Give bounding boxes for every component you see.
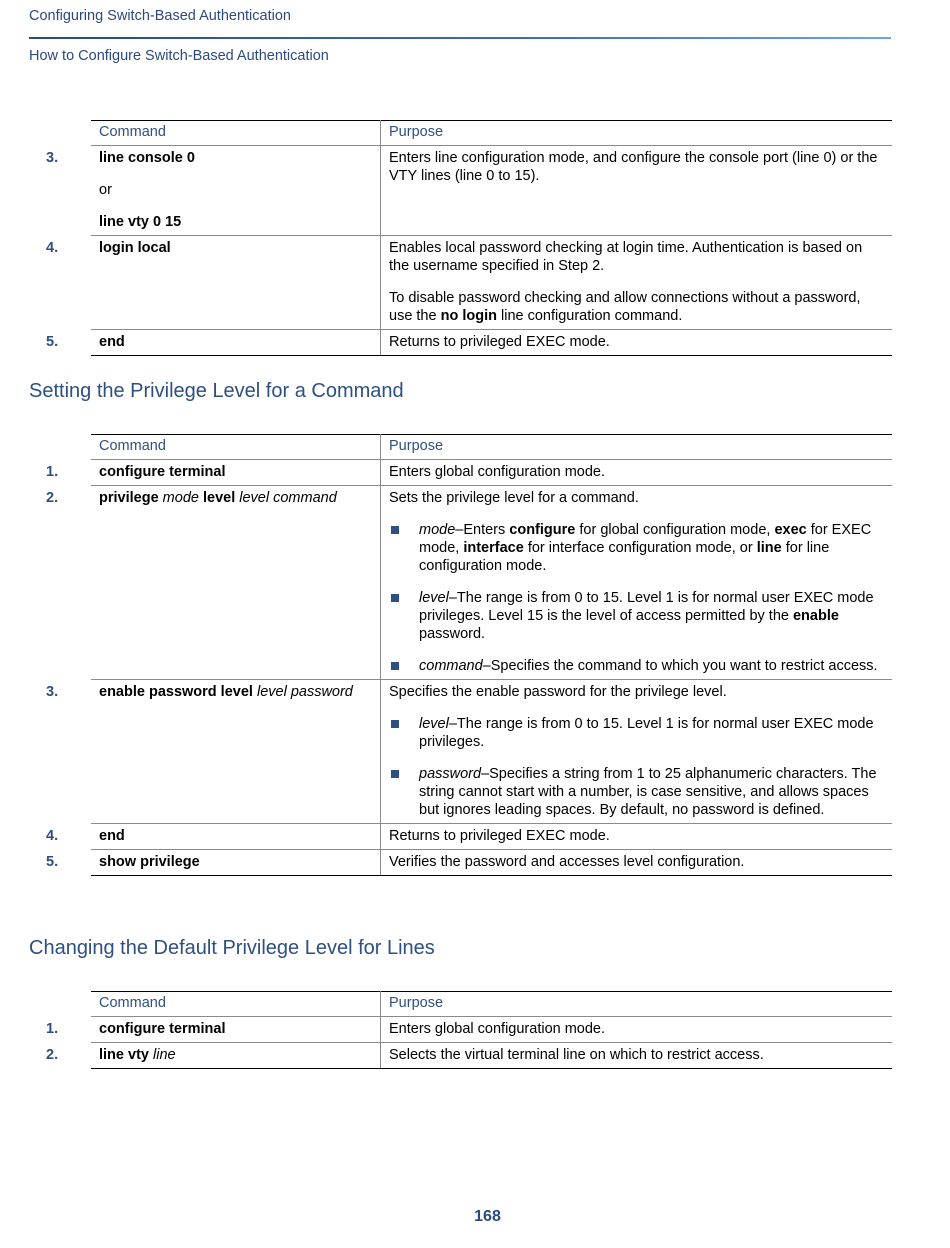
purpose-text-part: line configuration command. (496, 308, 683, 324)
purpose-text: Enters line configuration mode, and configure the console port (line 0) or the VTY lines (line 0 to 15). (389, 150, 878, 184)
purpose-text: Specifies the enable password for the privilege level. (389, 684, 727, 700)
command-table-2 (46, 434, 892, 876)
purpose-cell: Enters global configuration mode. (381, 460, 893, 486)
table-header-row (91, 435, 892, 460)
table-row (91, 236, 892, 330)
purpose-cell (381, 146, 893, 236)
command-cell (46, 486, 381, 680)
step-number: 1. (46, 464, 59, 480)
command-text: configure terminal (99, 464, 226, 480)
table-row (91, 486, 892, 680)
purpose-text: Sets the privilege level for a command. (389, 490, 639, 506)
command-argument: level password (256, 684, 353, 700)
table-row (91, 850, 892, 876)
purpose-text (389, 289, 884, 325)
option-term: level (419, 590, 449, 606)
command-table-1 (46, 120, 892, 356)
option-text: for interface configuration mode, or (523, 540, 757, 556)
running-header-section: How to Configure Switch-Based Authentication (29, 48, 329, 64)
option-text: –Enters (455, 522, 510, 538)
step-number: 2. (46, 490, 59, 506)
option-item (389, 765, 884, 819)
step-number: 2. (46, 1047, 59, 1063)
column-header-purpose: Purpose (381, 435, 893, 460)
command-keyword: line vty (99, 1047, 149, 1063)
step-number: 4. (46, 240, 59, 256)
section-heading: Changing the Default Privilege Level for Lines (29, 937, 435, 959)
purpose-cell (381, 236, 893, 330)
option-text: password. (419, 626, 486, 642)
step-number: 5. (46, 334, 59, 350)
command-cell (46, 850, 381, 876)
command-text: end (99, 828, 125, 844)
command-argument: mode (162, 490, 199, 506)
option-keyword: line (756, 540, 782, 556)
purpose-cell: Enters global configuration mode. (381, 1017, 893, 1043)
page-number: 168 (474, 1208, 501, 1225)
command-or: or (99, 182, 112, 198)
square-bullet-icon (391, 594, 399, 602)
column-header-purpose: Purpose (381, 121, 893, 146)
command-text: configure terminal (99, 1021, 226, 1037)
option-text: for global configuration mode, (575, 522, 775, 538)
option-term: mode (419, 522, 456, 538)
option-item (389, 657, 884, 675)
table-header-row (91, 121, 892, 146)
option-text: –The range is from 0 to 15. Level 1 is for normal user EXEC mode privileges. (419, 716, 874, 750)
column-header-command: Command (91, 435, 381, 460)
option-list (389, 521, 884, 675)
square-bullet-icon (391, 662, 399, 670)
command-cell (46, 146, 381, 236)
square-bullet-icon (391, 770, 399, 778)
command-cell (46, 680, 381, 824)
option-term: command (419, 658, 483, 674)
square-bullet-icon (391, 720, 399, 728)
option-text: for EXEC mode, (419, 522, 872, 556)
purpose-keyword: no login (440, 308, 497, 324)
command-cell (46, 460, 381, 486)
column-header-command: Command (91, 121, 381, 146)
step-number: 3. (46, 150, 59, 166)
header-divider (29, 37, 891, 39)
command-keyword: enable password level (99, 684, 253, 700)
table-row (91, 680, 892, 824)
command-cell (46, 1043, 381, 1069)
option-keyword: enable (792, 608, 839, 624)
option-text: –Specifies the command to which you want to restrict access. (482, 658, 878, 674)
command-keyword: privilege (99, 490, 159, 506)
command-cell (46, 236, 381, 330)
table-header-row (91, 992, 892, 1017)
table-row (91, 1017, 892, 1043)
command-cell (46, 824, 381, 850)
column-header-command: Command (91, 992, 381, 1017)
option-item (389, 521, 884, 575)
purpose-cell: Returns to privileged EXEC mode. (381, 330, 893, 356)
step-number: 5. (46, 854, 59, 870)
table-row (91, 460, 892, 486)
option-item (389, 589, 884, 643)
command-cell (46, 330, 381, 356)
option-keyword: exec (774, 522, 807, 538)
section-heading: Setting the Privilege Level for a Command (29, 380, 404, 402)
option-term: password (419, 766, 482, 782)
step-number: 4. (46, 828, 59, 844)
step-number: 3. (46, 684, 59, 700)
purpose-text: Enables local password checking at login time. Authentication is based on the username specified in Step 2. (389, 240, 863, 274)
option-list (389, 715, 884, 819)
table-row (91, 824, 892, 850)
option-term: level (419, 716, 449, 732)
command-text: show privilege (99, 854, 200, 870)
option-keyword: interface (463, 540, 524, 556)
table-row (91, 330, 892, 356)
purpose-cell: Returns to privileged EXEC mode. (381, 824, 893, 850)
option-text: –The range is from 0 to 15. Level 1 is for normal user EXEC mode privileges. Level 15 is the level of access permitted by the (419, 590, 874, 624)
command-text: login local (99, 240, 171, 256)
option-text: for line configuration mode. (419, 540, 830, 574)
option-item (389, 715, 884, 751)
purpose-cell (381, 680, 893, 824)
column-header-purpose: Purpose (381, 992, 893, 1017)
square-bullet-icon (391, 526, 399, 534)
table-row (91, 1043, 892, 1069)
purpose-cell: Verifies the password and accesses level configuration. (381, 850, 893, 876)
option-text: –Specifies a string from 1 to 25 alphanumeric characters. The string cannot start with a number, is case sensitive, and allows spaces but ignores leading spaces. By default, no password is defined. (419, 766, 877, 818)
command-text: line console 0 (99, 150, 195, 166)
purpose-text-part: To disable password checking and allow connections without a password, use the (389, 290, 861, 324)
command-argument: line (153, 1047, 176, 1063)
command-table-3 (46, 991, 892, 1069)
purpose-cell (381, 486, 893, 680)
purpose-cell: Selects the virtual terminal line on which to restrict access. (381, 1043, 893, 1069)
command-keyword: level (202, 490, 236, 506)
table-row (91, 146, 892, 236)
option-keyword: configure (509, 522, 576, 538)
command-argument: level command (239, 490, 337, 506)
command-cell (46, 1017, 381, 1043)
command-text: end (99, 334, 125, 350)
running-header-chapter: Configuring Switch-Based Authentication (29, 8, 291, 24)
step-number: 1. (46, 1021, 59, 1037)
command-text: line vty 0 15 (99, 214, 182, 230)
